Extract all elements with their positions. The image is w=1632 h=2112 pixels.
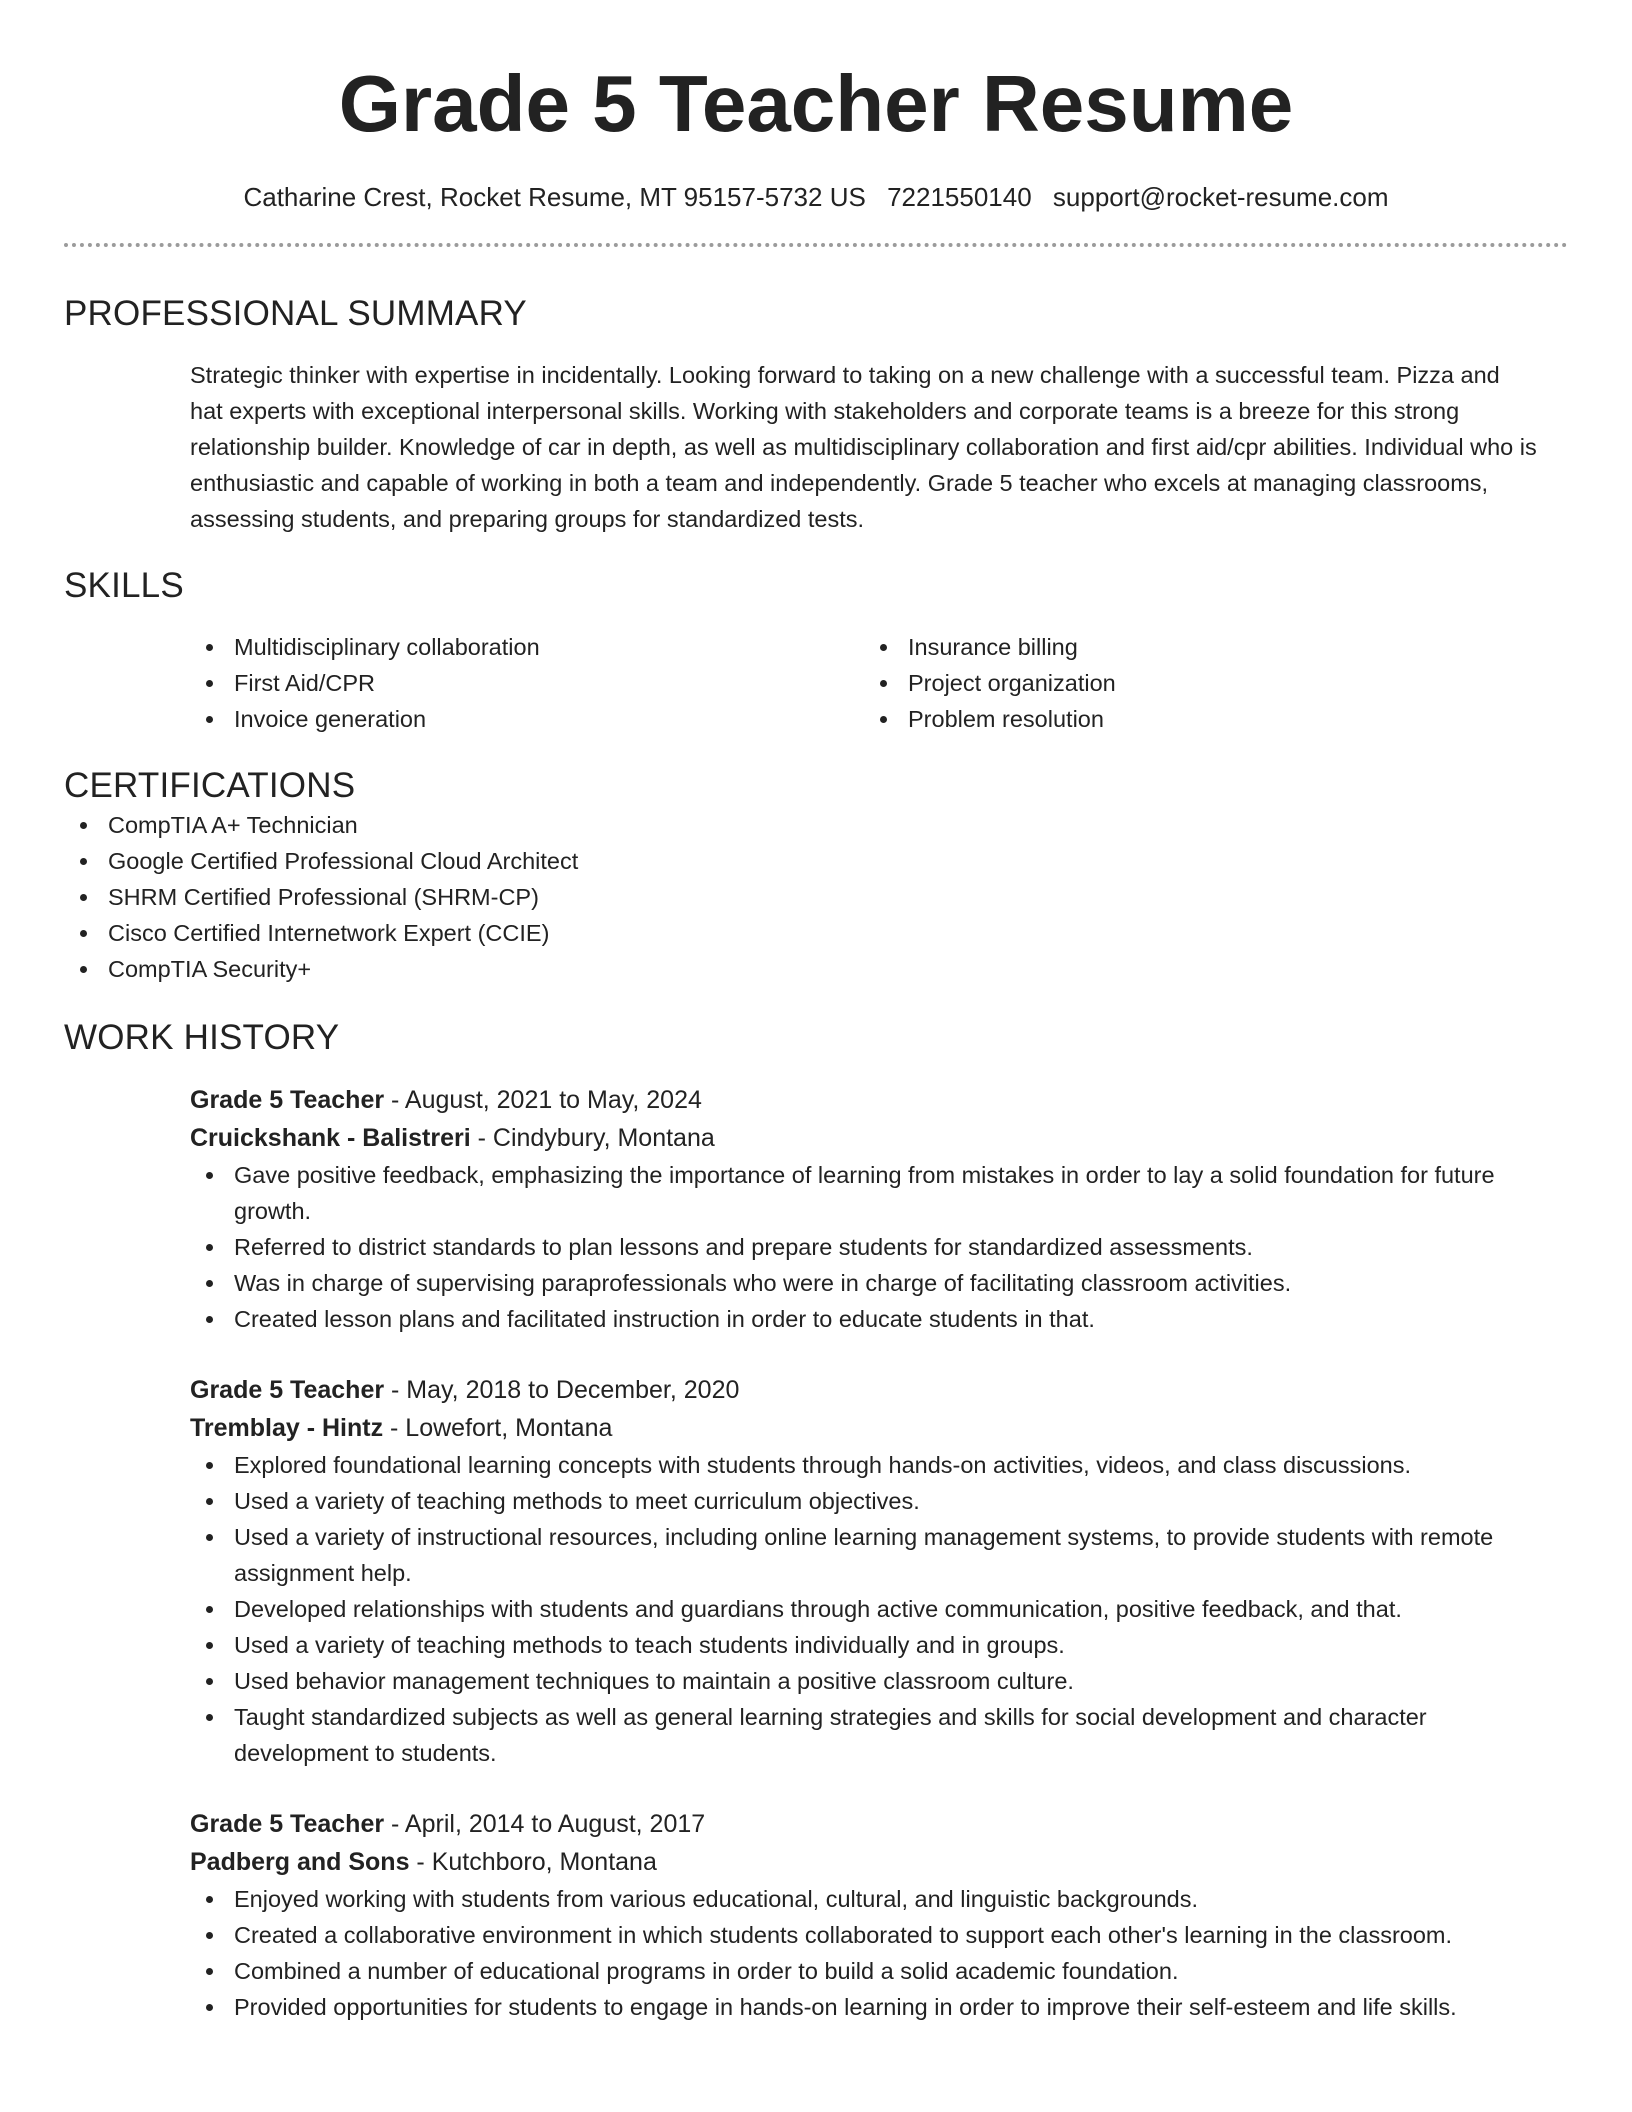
skill-item: First Aid/CPR [190, 665, 864, 701]
certifications-list [64, 807, 1568, 987]
job-location: - Kutchboro, Montana [409, 1848, 657, 1876]
skills-grid [190, 629, 1538, 737]
certification-item: Google Certified Professional Cloud Architect [64, 843, 1568, 879]
skills-list-left [190, 629, 864, 737]
job-title-line [190, 1371, 1538, 1409]
skills-heading: SKILLS [64, 566, 184, 605]
certification-item: SHRM Certified Professional (SHRM-CP) [64, 879, 1568, 915]
job-bullet: Created a collaborative environment in which students collaborated to support each other's learning in the classroom. [190, 1917, 1538, 1953]
job-company-line [190, 1843, 1538, 1881]
certification-item: CompTIA A+ Technician [64, 807, 1568, 843]
certification-item: CompTIA Security+ [64, 951, 1568, 987]
certifications-section [64, 765, 1568, 987]
job-bullets [190, 1157, 1538, 1337]
skill-item: Insurance billing [864, 629, 1538, 665]
skill-item: Multidisciplinary collaboration [190, 629, 864, 665]
job-company: Cruickshank - Balistreri [190, 1124, 471, 1152]
skills-list-right [864, 629, 1538, 737]
job-bullet: Used a variety of teaching methods to teach students individually and in groups. [190, 1627, 1538, 1663]
job-title: Grade 5 Teacher [190, 1086, 385, 1114]
job-entry [190, 1371, 1538, 1771]
job-company: Tremblay - Hintz [190, 1414, 384, 1442]
job-bullet: Combined a number of educational programs in order to build a solid academic foundation. [190, 1953, 1538, 1989]
skill-item: Project organization [864, 665, 1538, 701]
job-bullet: Used a variety of teaching methods to meet curriculum objectives. [190, 1483, 1538, 1519]
skill-item: Invoice generation [190, 701, 864, 737]
job-entry [190, 1805, 1538, 2025]
job-bullet: Explored foundational learning concepts with students through hands-on activities, videos, and class discussions. [190, 1447, 1538, 1483]
job-bullet: Gave positive feedback, emphasizing the importance of learning from mistakes in order to lay a solid foundation for future growth. [190, 1157, 1538, 1229]
job-bullet: Referred to district standards to plan lessons and prepare students for standardized assessments. [190, 1229, 1538, 1265]
job-dates: - May, 2018 to December, 2020 [384, 1376, 740, 1404]
skills-section [64, 565, 1568, 737]
job-bullet: Used behavior management techniques to maintain a positive classroom culture. [190, 1663, 1538, 1699]
skill-item: Problem resolution [864, 701, 1538, 737]
job-bullet: Enjoyed working with students from various educational, cultural, and linguistic backgrounds. [190, 1881, 1538, 1917]
job-title: Grade 5 Teacher [190, 1810, 385, 1838]
summary-heading: PROFESSIONAL SUMMARY [64, 294, 527, 333]
job-bullet: Used a variety of instructional resources, including online learning management systems, to provide students with remote assignment help. [190, 1519, 1538, 1591]
job-company: Padberg and Sons [190, 1848, 410, 1876]
contact-phone: 7221550140 [887, 182, 1032, 212]
job-location: - Cindybury, Montana [470, 1124, 715, 1152]
job-dates: - April, 2014 to August, 2017 [384, 1810, 706, 1838]
job-company-line [190, 1119, 1538, 1157]
job-entry [190, 1081, 1538, 1337]
job-bullet: Developed relationships with students and guardians through active communication, positive feedback, and that. [190, 1591, 1538, 1627]
certifications-heading: CERTIFICATIONS [64, 766, 356, 805]
job-bullet: Created lesson plans and facilitated instruction in order to educate students in that. [190, 1301, 1538, 1337]
job-bullet: Provided opportunities for students to engage in hands-on learning in order to improve their self-esteem and life skills. [190, 1989, 1538, 2025]
job-title: Grade 5 Teacher [190, 1376, 385, 1404]
job-bullet: Taught standardized subjects as well as general learning strategies and skills for social development and character development to students. [190, 1699, 1538, 1771]
contact-email: support@rocket-resume.com [1052, 182, 1389, 212]
contact-address: Catharine Crest, Rocket Resume, MT 95157-5732 US [243, 182, 866, 212]
summary-section [64, 293, 1568, 537]
job-bullets [190, 1447, 1538, 1771]
job-bullets [190, 1881, 1538, 2025]
job-company-line [190, 1409, 1538, 1447]
resume-title: Grade 5 Teacher Resume [338, 59, 1294, 148]
job-location: - Lowefort, Montana [383, 1414, 613, 1442]
work-history-section [64, 1017, 1568, 2025]
job-dates: - August, 2021 to May, 2024 [384, 1086, 702, 1114]
header-divider [64, 243, 1568, 247]
job-bullet: Was in charge of supervising paraprofessionals who were in charge of facilitating classroom activities. [190, 1265, 1538, 1301]
job-title-line [190, 1081, 1538, 1119]
certification-item: Cisco Certified Internetwork Expert (CCIE) [64, 915, 1568, 951]
job-title-line [190, 1805, 1538, 1843]
contact-line [64, 182, 1568, 213]
work-history-heading: WORK HISTORY [64, 1018, 340, 1057]
summary-text: Strategic thinker with expertise in incidentally. Looking forward to taking on a new challenge with a successful team. Pizza and hat experts with exceptional interpersonal skills. Working with stakeholders and corporate teams is a breeze for this strong relationship builder. Knowledge of car in depth, as well as multidisciplinary collaboration and first aid/cpr abilities. Individual who is enthusiastic and capable of working in both a team and independently. Grade 5 teacher who excels at managing classrooms, assessing students, and preparing groups for standardized tests. [190, 362, 1537, 532]
